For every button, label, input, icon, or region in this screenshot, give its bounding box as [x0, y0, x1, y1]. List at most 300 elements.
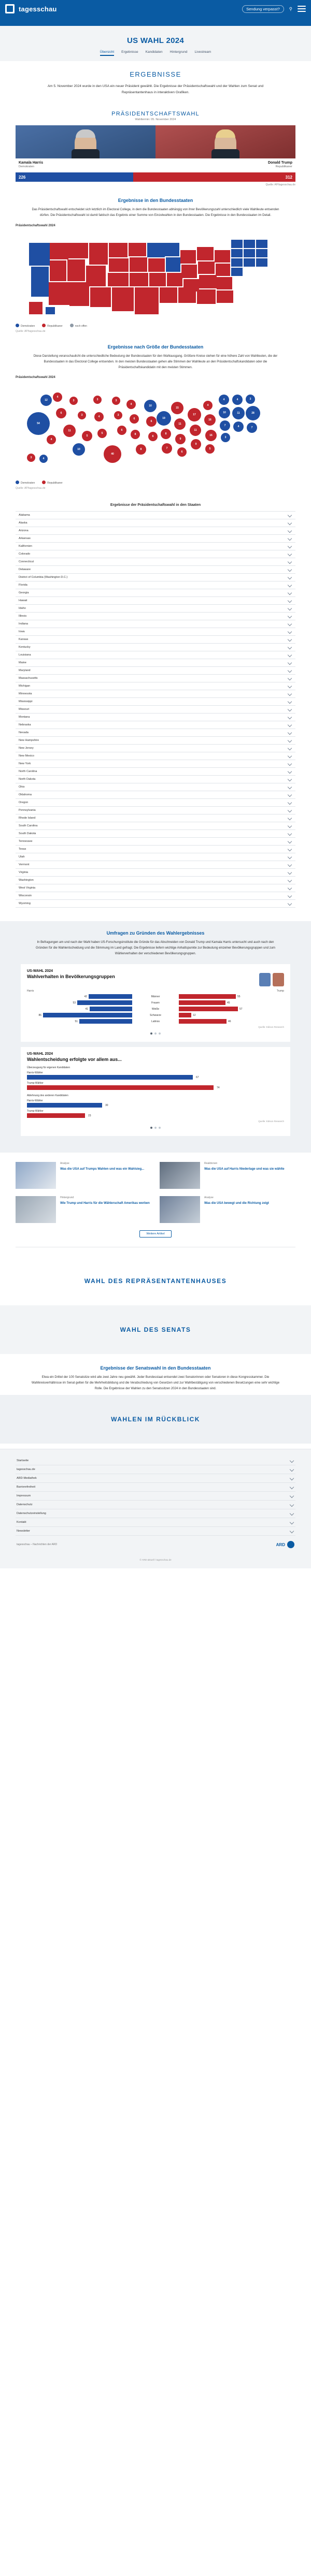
chevron-down-icon[interactable] — [288, 552, 292, 556]
accordion-item[interactable] — [16, 682, 295, 690]
candidate-name-trump: Donald Trump — [267, 161, 292, 165]
page-title: US WAHL 2024 — [126, 36, 185, 45]
subnav-item-0[interactable]: Übersicht — [100, 50, 114, 56]
poll-group-title: Ablehnung des anderen Kandidaten — [27, 1094, 68, 1098]
footer-link[interactable] — [16, 1527, 295, 1536]
footer-brand-note: tagesschau – Nachrichten der ARD — [17, 1543, 58, 1547]
carousel-dots[interactable] — [27, 1032, 284, 1035]
accordion-item[interactable] — [16, 581, 295, 589]
bubble-results-block — [16, 344, 295, 490]
poll-right-value: 57 — [239, 1007, 243, 1011]
footer-link[interactable] — [16, 1465, 295, 1474]
more-articles-button[interactable]: Weitere Artikel — [139, 1230, 172, 1238]
chevron-down-icon[interactable] — [288, 746, 292, 750]
chevron-down-icon[interactable] — [288, 661, 292, 665]
map2-source: Quelle: AP/tagesschau.de — [16, 486, 46, 490]
chevron-right-icon[interactable] — [290, 1503, 294, 1507]
chevron-down-icon[interactable] — [288, 785, 292, 789]
accordion-item[interactable] — [16, 651, 295, 659]
teaser-headline: Was die USA auf Trumps Wahlen und was ein Wahlsieg... — [60, 1167, 145, 1171]
footer-link[interactable] — [16, 1501, 295, 1509]
footer-link[interactable] — [16, 1474, 295, 1483]
footer-link[interactable] — [16, 1492, 295, 1501]
accordion-label: Kalifornien — [19, 544, 32, 548]
accordion-item[interactable] — [16, 752, 295, 760]
accordion-item[interactable] — [16, 714, 295, 721]
state-accordion — [16, 511, 295, 908]
accordion-label: Arizona — [19, 529, 29, 532]
chevron-down-icon[interactable] — [288, 614, 292, 618]
accordion-item[interactable] — [16, 698, 295, 706]
poll-source: Quelle: Edison Research — [258, 1026, 284, 1029]
copyright: © ARD-aktuell / tagesschau.de — [139, 1559, 172, 1562]
chevron-down-icon[interactable] — [288, 575, 292, 579]
chevron-down-icon[interactable] — [288, 599, 292, 603]
accordion-item[interactable] — [16, 892, 295, 900]
teaser-text — [60, 1162, 144, 1189]
accordion-label: Pennsylvania — [19, 808, 36, 812]
accordion-item[interactable] — [16, 620, 295, 628]
house-section — [0, 1257, 311, 1305]
poll-bar-label: Trump-Wähler — [27, 1082, 44, 1085]
accordion-item[interactable] — [16, 527, 295, 535]
candidate-trump — [156, 125, 295, 170]
chevron-down-icon[interactable] — [288, 668, 292, 673]
electoral-count-trump: 312 — [133, 172, 295, 182]
poll-bar-label: Trump-Wähler — [27, 1110, 44, 1113]
accordion-item[interactable] — [16, 659, 295, 667]
accordion-label: Georgia — [19, 591, 29, 594]
accordion-label: Idaho — [19, 606, 26, 610]
subnav-item-3[interactable]: Hintergrund — [169, 50, 188, 54]
poll-card-kicker: US-WAHL 2024 — [27, 969, 53, 973]
accordion-label: Minnesota — [19, 692, 32, 695]
chevron-down-icon[interactable] — [288, 731, 292, 735]
accordion-item[interactable] — [16, 814, 295, 822]
accordion-item[interactable] — [16, 543, 295, 550]
accordion-item[interactable] — [16, 721, 295, 729]
chevron-right-icon[interactable] — [290, 1476, 294, 1480]
teaser-thumbnail — [160, 1162, 200, 1189]
chevron-down-icon[interactable] — [288, 839, 292, 843]
poll-group-title: Überzeugung für eigenen Kandidaten — [27, 1066, 70, 1070]
chevron-down-icon[interactable] — [288, 684, 292, 688]
chevron-down-icon[interactable] — [288, 645, 292, 649]
chevron-down-icon[interactable] — [288, 863, 292, 867]
accordion-label: New Hampshire — [19, 738, 39, 742]
poll-left-value: 42 — [84, 995, 87, 998]
chevron-down-icon[interactable] — [288, 847, 292, 851]
accordion-item[interactable] — [16, 838, 295, 846]
candidate-photo-trump — [156, 125, 295, 158]
poll-group-label — [27, 1066, 284, 1069]
chevron-right-icon[interactable] — [290, 1511, 294, 1516]
accordion-label: Indiana — [19, 622, 29, 625]
chevron-down-icon[interactable] — [288, 529, 292, 533]
chevron-down-icon[interactable] — [288, 521, 292, 525]
teaser-headline: Was die USA bewegt und die Richtung zeigt — [204, 1201, 269, 1205]
accordion-item[interactable] — [16, 667, 295, 675]
accordion-label: South Carolina — [19, 824, 38, 827]
accordion-label: Wyoming — [19, 901, 31, 905]
map1-label: Präsidentschaftswahl 2024 — [16, 224, 55, 227]
chevron-down-icon[interactable] — [288, 567, 292, 572]
accordion-item[interactable] — [16, 791, 295, 799]
chevron-down-icon[interactable] — [288, 622, 292, 626]
chevron-down-icon[interactable] — [288, 832, 292, 836]
accordion-item[interactable] — [16, 799, 295, 807]
bubble-results-body: Diese Darstellung veranschaulicht die unterschiedliche Bedeutung der Bundesstaaten für den Wahlausgang. Größere Kreise stehen für eine höhere Zahl von Wahlleuten, die der Bundesstaaten in das Electoral College entsenden. In den meisten Bundesstaaten gehen alle Stimmen der Wahlleute an den Präsidentschaftskandidaten oder die Präsidentschaftskandidatin mit den meisten Stimmen. — [33, 354, 278, 369]
accordion-label: Alaska — [19, 521, 27, 525]
senate-heading: WAHL DES SENATS — [120, 1326, 191, 1334]
accordion-item[interactable] — [16, 706, 295, 714]
accordion-label: Arkansas — [19, 536, 31, 540]
chevron-down-icon[interactable] — [288, 878, 292, 882]
teaser-headline: Was die USA auf Harris Niederlage und was sie wählte — [204, 1167, 285, 1171]
accordion-item[interactable] — [16, 830, 295, 838]
accordion-label: Kansas — [19, 637, 29, 641]
polls-heading: Umfragen zu Gründen des Wahlergebnisses — [106, 930, 205, 936]
chevron-down-icon[interactable] — [288, 769, 292, 774]
legend-item-1: Republikaner — [42, 324, 62, 328]
map1-legend — [16, 324, 295, 328]
poll-bar-row — [27, 1110, 284, 1118]
accordion-label: West Virginia — [19, 886, 36, 890]
accordion-item[interactable] — [16, 512, 295, 519]
accordion-item[interactable] — [16, 519, 295, 527]
chevron-down-icon[interactable] — [288, 700, 292, 704]
accordion-label: Utah — [19, 855, 25, 858]
footer-bottom — [16, 1536, 295, 1555]
poll-right-name: Trump — [276, 989, 284, 993]
accordion-title: Ergebnisse der Präsidentschaftswahl in den Staaten — [110, 503, 201, 507]
accordion-label: Virginia — [19, 870, 29, 874]
poll-row-label: Latinos — [151, 1020, 160, 1023]
poll-bar-label: Harris-Wähler — [27, 1099, 43, 1103]
accordion-item[interactable] — [16, 566, 295, 574]
chevron-down-icon[interactable] — [288, 653, 292, 657]
accordion-label: Alabama — [19, 513, 30, 517]
accordion-item[interactable] — [16, 535, 295, 543]
chevron-right-icon[interactable] — [290, 1459, 294, 1463]
ard-logo[interactable] — [276, 1541, 294, 1548]
footer-link-label: Datenschutz — [17, 1503, 33, 1507]
chevron-down-icon[interactable] — [288, 824, 292, 828]
chevron-down-icon[interactable] — [288, 801, 292, 805]
poll-row — [27, 1007, 284, 1011]
chevron-down-icon[interactable] — [288, 715, 292, 719]
hero-section — [0, 26, 311, 61]
footer-link-label: Datenschutzeinstellung — [17, 1512, 46, 1516]
accordion-label: Connecticut — [19, 560, 34, 563]
accordion-item[interactable] — [16, 884, 295, 892]
accordion-label: Nebraska — [19, 723, 31, 726]
candidate-party-trump: Republikaner — [275, 165, 292, 169]
senate-states-body: Etwa ein Drittel der 100 Senatsitze wird alle zwei Jahre neu gewählt. Jeder Bundesstaat entsendet zwei Senatorinnen oder Senatoren in diese Kongresskammer. Die Wahlkreisverhältnisse im Senat gelten für die Mehrheitsbildung und die Verabschiedung von Gesetzen und zur Wahlbestätigung von verschiedenen Besetzungen eine sehr wichtige Rolle. Die Ergebnisse der Wahlen zu den Senatssitzen 2024 in den Bundesstaaten sind. — [31, 1376, 280, 1391]
footer-link-label: Kontakt — [17, 1521, 26, 1524]
legend-item-0: Demokraten — [16, 324, 35, 328]
accordion-label: Tennessee — [19, 839, 33, 843]
accordion-item[interactable] — [16, 900, 295, 908]
accordion-label: Ohio — [19, 785, 25, 789]
accordion-label: Illinois — [19, 614, 27, 618]
accordion-label: Massachusetts — [19, 676, 38, 680]
accordion-label: Delaware — [19, 567, 31, 571]
poll-row-label: Weiße — [151, 1007, 160, 1011]
tagesschau-logo-icon[interactable] — [5, 4, 15, 13]
electoral-source: Quelle: AP/tagesschau.de — [265, 183, 295, 187]
accordion-item[interactable] — [16, 729, 295, 737]
chevron-down-icon[interactable] — [288, 630, 292, 634]
poll-bar-row — [27, 1082, 284, 1090]
teaser-text — [204, 1196, 269, 1223]
chevron-down-icon[interactable] — [288, 777, 292, 781]
avatar-trump — [273, 973, 284, 986]
poll-row — [27, 1000, 284, 1005]
accordion-label: Missouri — [19, 707, 30, 711]
poll-right-value: 55 — [237, 995, 241, 998]
poll-row — [27, 1013, 284, 1017]
state-results-heading: Ergebnisse in den Bundesstaaten — [118, 198, 193, 203]
accordion-label: Michigan — [19, 684, 31, 688]
chevron-right-icon[interactable] — [290, 1529, 294, 1533]
subnav-item-2[interactable]: Kandidaten — [145, 50, 163, 54]
map1-source: Quelle: AP/tagesschau.de — [16, 329, 46, 333]
chevron-down-icon[interactable] — [288, 816, 292, 820]
accordion-item[interactable] — [16, 558, 295, 566]
accordion-label: District of Columbia (Washington D.C.) — [19, 575, 68, 579]
teaser-kicker: Analyse — [60, 1162, 69, 1166]
state-results-body: Das Präsidentschaftswahl entscheidet sich letztlich im Electoral College, in dem die Bundesstaaten abhängig von ihrer Bevölkerungszahl unterschiedlich viele Wahlleute entsenden dürfen. Die Präsidentschaftswahl ist damit faktisch das Ergebnis einer Summe von Einzelwahlen in den Bundesstaaten. Die Ergebnisse in den Bundesstaaten im Detail. — [32, 208, 279, 217]
accordion-item[interactable] — [16, 869, 295, 877]
footer-link-label: Newsletter — [17, 1530, 30, 1533]
footer-link-label: Impressum — [17, 1494, 31, 1498]
poll-row — [27, 1019, 284, 1024]
accordion-label: Colorado — [19, 552, 31, 556]
accordion-label: Oklahoma — [19, 793, 32, 796]
poll-left-value: 53 — [73, 1001, 76, 1005]
retrospective-heading: WAHLEN IM RÜCKBLICK — [111, 1416, 200, 1423]
poll-left-value: 51 — [75, 1020, 78, 1023]
accordion-label: Kentucky — [19, 645, 31, 649]
president-subheading: Wahltermin: 05. November 2024 — [135, 118, 176, 122]
bubble-results-heading: Ergebnisse nach Größe der Bundesstaaten — [107, 344, 204, 350]
chevron-down-icon[interactable] — [288, 583, 292, 587]
top-bar-right — [242, 5, 306, 13]
teaser-kicker: Analyse — [204, 1196, 214, 1200]
accordion-item[interactable] — [16, 628, 295, 636]
teaser-headline: Wie Trump und Harris für die Wählerschaft Amerikas werben — [60, 1201, 150, 1205]
chevron-down-icon[interactable] — [288, 707, 292, 711]
state-choropleth-map[interactable] — [16, 229, 295, 322]
chevron-down-icon[interactable] — [288, 762, 292, 766]
chevron-down-icon[interactable] — [288, 738, 292, 743]
chevron-right-icon[interactable] — [290, 1467, 294, 1472]
accordion-item[interactable] — [16, 597, 295, 605]
chevron-down-icon[interactable] — [288, 544, 292, 548]
accordion-label: Washington — [19, 878, 34, 882]
chevron-down-icon[interactable] — [288, 870, 292, 875]
candidate-harris — [16, 125, 156, 170]
chevron-down-icon[interactable] — [288, 901, 292, 906]
house-heading: WAHL DES REPRÄSENTANTENHAUSES — [84, 1277, 227, 1285]
hamburger-icon[interactable] — [298, 6, 306, 12]
poll-bar-value: 67 — [196, 1075, 199, 1079]
accordion-item[interactable] — [16, 783, 295, 791]
accordion-item[interactable] — [16, 776, 295, 783]
subnav-item-1[interactable]: Ergebnisse — [121, 50, 138, 54]
accordion-label: North Carolina — [19, 769, 37, 773]
candidate-photo-harris — [16, 125, 156, 158]
accordion-label: Louisiana — [19, 653, 31, 657]
poll-right-value: 12 — [193, 1013, 196, 1017]
footer-link-label: ARD-Mediathek — [17, 1477, 37, 1480]
teaser-grid — [16, 1162, 295, 1223]
poll-group-label-2 — [27, 1094, 284, 1097]
legend-item-2: noch offen — [70, 324, 87, 328]
poll-card-demographics — [21, 964, 290, 1042]
carousel-dots[interactable] — [27, 1127, 284, 1129]
subnav-item-4[interactable]: Livestream — [194, 50, 211, 54]
accordion-item[interactable] — [16, 737, 295, 745]
accordion-label: New Mexico — [19, 754, 34, 758]
poll-right-value: 46 — [228, 1020, 231, 1023]
chevron-down-icon[interactable] — [288, 560, 292, 564]
poll-right-value: 45 — [227, 1001, 230, 1005]
poll-bar-value: 23 — [88, 1114, 91, 1117]
accordion-label: New York — [19, 762, 31, 765]
accordion-item[interactable] — [16, 675, 295, 682]
chevron-down-icon[interactable] — [288, 536, 292, 541]
chevron-down-icon[interactable] — [288, 855, 292, 859]
state-results-block — [16, 198, 295, 332]
accordion-label: Montana — [19, 715, 30, 719]
map2-label: Präsidentschaftswahl 2024 — [16, 375, 55, 379]
legend2-item-0: Demokraten — [16, 481, 35, 485]
poll-bar-row — [27, 1099, 284, 1108]
footer-link[interactable] — [16, 1457, 295, 1465]
accordion-item[interactable] — [16, 589, 295, 597]
chevron-down-icon[interactable] — [288, 754, 292, 758]
accordion-label: South Dakota — [19, 832, 36, 835]
teaser-thumbnail — [16, 1196, 56, 1223]
accordion-item[interactable] — [16, 644, 295, 651]
accordion-item[interactable] — [16, 550, 295, 558]
footer-link-label: Startseite — [17, 1459, 29, 1463]
president-heading: PRÄSIDENTSCHAFTSWAHL — [111, 111, 200, 118]
poll-bar-label: Harris-Wähler — [27, 1071, 43, 1075]
teaser-card[interactable] — [160, 1196, 295, 1223]
accordion-item[interactable] — [16, 877, 295, 884]
map2-legend — [16, 481, 295, 485]
footer-link[interactable] — [16, 1509, 295, 1518]
chevron-down-icon[interactable] — [288, 637, 292, 642]
footer-link[interactable] — [16, 1483, 295, 1492]
poll-source: Quelle: Edison Research — [258, 1120, 284, 1123]
accordion-label: Mississippi — [19, 700, 33, 703]
chevron-right-icon[interactable] — [290, 1485, 294, 1489]
chevron-down-icon[interactable] — [288, 513, 292, 517]
brand-label[interactable]: tagesschau — [19, 5, 57, 13]
accordion-item[interactable] — [16, 636, 295, 644]
accordion-item[interactable] — [16, 846, 295, 853]
accordion-item[interactable] — [16, 760, 295, 768]
accordion-label: North Dakota — [19, 777, 36, 781]
teaser-thumbnail — [160, 1196, 200, 1223]
candidate-name-harris: Kamala Harris — [19, 161, 44, 165]
accordion-item[interactable] — [16, 745, 295, 752]
chevron-down-icon[interactable] — [288, 894, 292, 898]
ard-dot-icon — [287, 1541, 294, 1548]
accordion-item[interactable] — [16, 807, 295, 814]
retrospective-section — [0, 1395, 311, 1444]
footer-link-label: tagesschau.de — [17, 1468, 35, 1472]
teaser-kicker: Hintergrund — [60, 1196, 74, 1200]
accordion-item[interactable] — [16, 613, 295, 620]
chevron-right-icon[interactable] — [290, 1520, 294, 1524]
poll-card-motivation — [21, 1047, 290, 1136]
footer-link-label: Barrierefreiheit — [17, 1486, 36, 1489]
chevron-down-icon[interactable] — [288, 723, 292, 727]
chevron-down-icon[interactable] — [288, 886, 292, 890]
senate-states-block — [16, 1365, 295, 1392]
missed-broadcast-button[interactable]: Sendung verpasst? — [242, 5, 284, 13]
footer-link[interactable] — [16, 1518, 295, 1527]
footer-links — [16, 1457, 295, 1536]
teaser-card[interactable] — [16, 1162, 151, 1189]
chevron-down-icon[interactable] — [288, 808, 292, 812]
search-icon[interactable]: ⚲ — [289, 6, 292, 11]
avatar-harris — [259, 973, 271, 986]
poll-card-title: Wahlverhalten in Bevölkerungsgruppen — [27, 974, 115, 980]
accordion-item[interactable] — [16, 822, 295, 830]
sub-navigation — [0, 50, 311, 61]
accordion-label: Nevada — [19, 731, 29, 734]
accordion-label: Texas — [19, 847, 26, 851]
legend2-item-1: Republikaner — [42, 481, 62, 485]
chevron-down-icon[interactable] — [288, 676, 292, 680]
chevron-down-icon[interactable] — [288, 692, 292, 696]
accordion-item[interactable] — [16, 768, 295, 776]
chevron-down-icon[interactable] — [288, 793, 292, 797]
chevron-down-icon[interactable] — [288, 591, 292, 595]
accordion-item[interactable] — [16, 605, 295, 613]
teaser-card[interactable] — [16, 1196, 151, 1223]
chevron-down-icon[interactable] — [288, 606, 292, 610]
accordion-item[interactable] — [16, 861, 295, 869]
accordion-item[interactable] — [16, 853, 295, 861]
accordion-label: New Jersey — [19, 746, 34, 750]
poll-left-name: Harris — [27, 989, 34, 993]
results-heading: ERGEBNISSE — [130, 70, 181, 78]
accordion-item[interactable] — [16, 574, 295, 581]
accordion-label: Wisconsin — [19, 894, 32, 897]
state-bubble-map[interactable]: 54 12 4 6 4 11 3 3 5 10 3 4 5 40 3 3 6 4 6 8 8 10 6 6 19 8 7 15 11 9 6 17 11 9 4 16 16 5 4 10 7 3 4 11 4 3 28 7 3 4 — [16, 381, 295, 478]
senate-section — [0, 1305, 311, 1354]
results-lede: Am 5. November 2024 wurde in den USA ein neuer Präsident gewählt. Die Ergebnisse der Präsidentschaftswahl und der Wahlen zum Senat und Repräsentantenhaus in interaktiven Grafiken. — [47, 84, 264, 94]
ard-label: ARD — [276, 1542, 285, 1547]
chevron-right-icon[interactable] — [290, 1494, 294, 1498]
accordion-item[interactable] — [16, 690, 295, 698]
accordion-label: Rhode Island — [19, 816, 36, 820]
teaser-card[interactable] — [160, 1162, 295, 1189]
poll-left-value: 41 — [85, 1007, 88, 1011]
accordion-label: Maine — [19, 661, 26, 664]
footer — [0, 1449, 311, 1568]
accordion-label: Vermont — [19, 863, 30, 866]
electoral-count-harris: 226 — [16, 172, 133, 182]
electoral-bar — [16, 172, 295, 182]
